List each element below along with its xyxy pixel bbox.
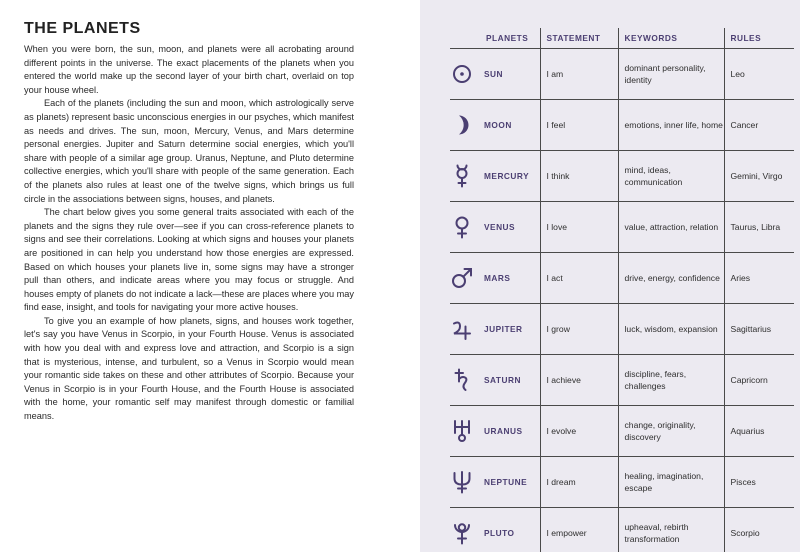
page-title: THE PLANETS [24,20,141,37]
statement-cell: I think [540,151,618,202]
rules-cell: Sagittarius [724,304,794,355]
pluto-symbol-icon [450,521,474,545]
planet-name: NEPTUNE [484,476,528,487]
table-row [450,508,794,552]
rules-cell: Aries [724,253,794,304]
planet-name: MARS [484,272,511,283]
planet-name: VENUS [484,221,516,232]
planet-name: SUN [484,68,504,79]
table-row [450,202,794,253]
jupiter-symbol-icon [450,317,474,341]
keywords-cell: healing, imagination, escape [618,457,724,508]
planet-name: MOON [484,119,512,130]
planet-name: URANUS [484,425,523,436]
statement-cell: I achieve [540,355,618,406]
planet-cell [450,406,540,457]
statement-cell: I dream [540,457,618,508]
statement-cell: I am [540,49,618,100]
keywords-cell: emotions, inner life, home [618,100,724,151]
table-row [450,406,794,457]
statement-cell: I empower [540,508,618,552]
statement-cell: I grow [540,304,618,355]
header-rules: RULES [724,28,794,49]
table-row [450,457,794,508]
table-row [450,100,794,151]
rules-cell: Aquarius [724,406,794,457]
right-page [420,0,800,552]
table-row [450,49,794,100]
keywords-cell: luck, wisdom, expansion [618,304,724,355]
keywords-cell: change, originality, discovery [618,406,724,457]
planet-name: JUPITER [484,323,523,334]
header-planets: PLANETS [450,28,540,49]
uranus-symbol-icon [450,419,474,443]
planets-table [450,28,794,552]
rules-cell: Scorpio [724,508,794,552]
planet-cell [450,202,540,253]
header-statement: STATEMENT [540,28,618,49]
planet-cell [450,355,540,406]
keywords-cell: dominant personality, identity [618,49,724,100]
planet-cell [450,508,540,552]
planet-cell [450,457,540,508]
moon-symbol-icon [450,113,474,137]
saturn-symbol-icon [450,368,474,392]
table-row [450,151,794,202]
planet-name: SATURN [484,374,521,385]
planet-cell [450,304,540,355]
keywords-cell: mind, ideas, communication [618,151,724,202]
mercury-symbol-icon [450,164,474,188]
planet-cell [450,253,540,304]
sun-symbol-icon [450,62,474,86]
paragraph: To give you an example of how planets, signs, and houses work together, let's say you have Venus in Scorpio, in your Fourth House. Venus is associated with how you deal with and express love and attraction, and Scorpio is a sign that is mysterious, intense, and turbulent, so a Venus in Scorpio would mean your romantic side takes on these and other attributes of Scorpio. Because your Venus in Scorpio is in your Fourth House, and the Fourth House is associated with the home, your romantic self may manifest through domestic or familial means. [24,315,354,422]
keywords-cell: value, attraction, relation [618,202,724,253]
statement-cell: I love [540,202,618,253]
paragraph: When you were born, the sun, moon, and planets were all acrobating around different points in the universe. The exact placements of the planets when you entered the world make up the second layer of your birth chart, overlaid on top your house wheel. [24,44,354,95]
header-keywords: KEYWORDS [618,28,724,49]
body-text [24,43,354,424]
paragraph: The chart below gives you some general traits associated with each of the planets and the signs they rule over—see if you can cross-reference planets to signs and see their correlations. Looking at which signs and houses your planets are positioned in can help you understand how those energies are expressed. Based on which houses your planets live in, some signs may have a stronger pull than others, and indicate areas where you may focus or struggle. And houses empty of planets do not indicate a lack—these are places where you may find ease, insight, and tools for navigating your more active houses. [24,207,354,313]
planet-cell [450,151,540,202]
statement-cell: I act [540,253,618,304]
rules-cell: Capricorn [724,355,794,406]
statement-cell: I feel [540,100,618,151]
rules-cell: Gemini, Virgo [724,151,794,202]
paragraph: Each of the planets (including the sun and moon, which astrologically serve as planets) represent basic unconscious energies in our psyches, which manifest as needs and drives. The sun, moon, Mercury, Venus, and Mars determine personal energies. Jupiter and Saturn determine social energies, which you'll share with people of a similar age group. Uranus, Neptune, and Pluto determine collective energies, which you'll share with people of the same generation. Each of the planets also rules at least one of the twelve signs, which brings us full circle in the associations between signs, houses, and planets. [24,98,354,204]
planet-name: MERCURY [484,170,530,181]
planet-name: PLUTO [484,527,515,538]
rules-cell: Pisces [724,457,794,508]
venus-symbol-icon [450,215,474,239]
rules-cell: Leo [724,49,794,100]
keywords-cell: drive, energy, confidence [618,253,724,304]
neptune-symbol-icon [450,470,474,494]
keywords-cell: discipline, fears, challenges [618,355,724,406]
planet-cell [450,49,540,100]
table-row [450,355,794,406]
keywords-cell: upheaval, rebirth transformation [618,508,724,552]
rules-cell: Cancer [724,100,794,151]
table-header-row [450,28,794,49]
table-row [450,253,794,304]
mars-symbol-icon [450,266,474,290]
rules-cell: Taurus, Libra [724,202,794,253]
table-row [450,304,794,355]
planet-cell [450,100,540,151]
statement-cell: I evolve [540,406,618,457]
